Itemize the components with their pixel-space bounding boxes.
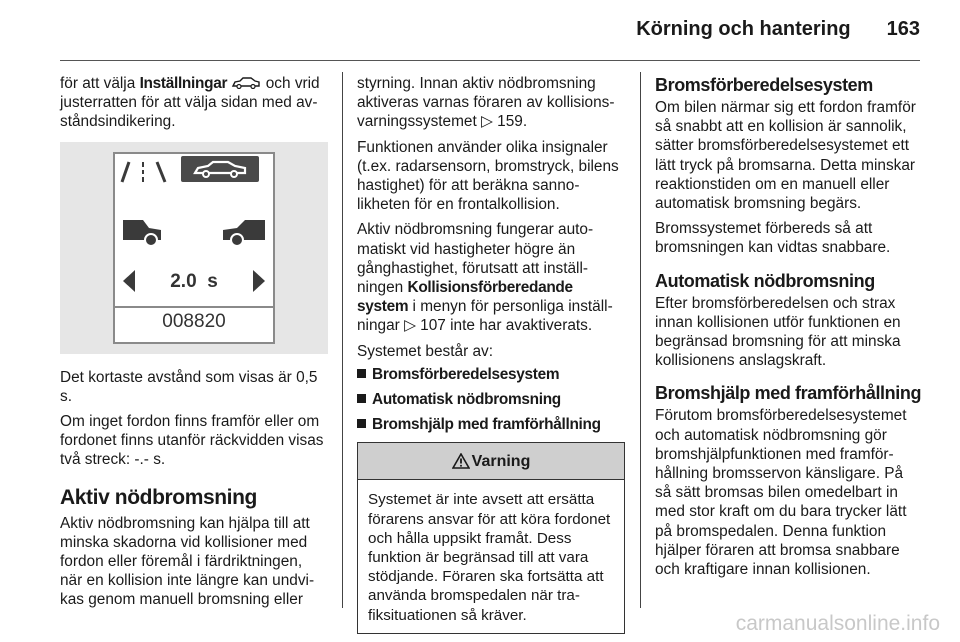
column-divider-2 — [640, 72, 641, 608]
bullet-icon — [357, 419, 366, 428]
page-header — [636, 18, 920, 41]
paragraph: Om inget fordon finns framför eller om fordonet finns utanför räckvidden visas två streck: -.- s. — [60, 413, 324, 469]
paragraph — [357, 220, 625, 335]
list-item-label: Bromsförberedelsesystem — [372, 365, 560, 383]
text: 107 inte har avaktiverats. — [415, 317, 593, 335]
distance-unit: s — [207, 270, 218, 292]
warning-title: Varning — [471, 452, 531, 470]
own-vehicle-icon — [215, 214, 267, 248]
paragraph: Aktiv nödbromsning kan hjälpa till att minska skadorna vid kollisioner med fordon eller föremål i färdriktningen, när en kollision inte längre kan undvikas genom manuell bromsning eller — [60, 514, 315, 609]
odometer: 008820 — [162, 310, 226, 332]
paragraph: Funktionen använder olika insignaler (t.ex. radarsensorn, bromstryck, bilens hastighet) för att beräkna sannolikheten för en frontalkollision. — [357, 138, 619, 214]
subsection-heading: Automatisk nödbromsning — [655, 270, 875, 291]
paragraph: Systemet består av: — [357, 342, 494, 360]
list-item-label: Bromshjälp med framförhållning — [372, 416, 601, 434]
watermark: carmanualsonline.info — [735, 612, 940, 635]
text: och vrid justerratten för att välja sidan med avståndsindikering. — [60, 75, 320, 131]
section-title: Körning och hantering — [636, 18, 851, 40]
text: 159. — [492, 113, 528, 131]
page-reference-icon: ▷ — [481, 113, 493, 131]
menu-term: Kollisionsförberedande system — [357, 279, 573, 316]
list-item — [357, 365, 625, 384]
distance-value: 2.0 — [170, 270, 197, 292]
paragraph: Förutom bromsförberedelsesystemet och automatisk nödbromsning gör bromshjälpfunktionen med framförhållning bromsservon känsligare. På så sätt bromsas bilen omedelbart in med stor kraft om du bara trycker lätt på bromspedalen. Denna funktion hjälper föraren att bromsa snabbare och kraftigare innan kollisionen. — [655, 407, 907, 579]
paragraph: Det kortaste avstånd som visas är 0,5 s. — [60, 368, 318, 405]
paragraph — [357, 74, 625, 132]
subsection-heading: Bromsförberedelsesystem — [655, 75, 873, 95]
paragraph: Bromssystemet förbereds så att bromsningen kan vidtas snabbare. — [655, 220, 891, 257]
paragraph: Efter bromsförberedelsen och strax innan kollisionen utför funktionen en begränsad bromsning för att minska kollisionens anslagskraft. — [655, 294, 901, 370]
list-item — [357, 415, 625, 434]
section-heading: Aktiv nödbromsning — [60, 485, 257, 509]
warning-text: Systemet är inte avsett att ersätta förarens ansvar för att köra fordonet och hålla uppsikt framåt. Dess funktion är begränsad till att vara stödjande. Föraren ska fortsätta att använda bromspedalen när trafiksituationen så kräver. — [368, 491, 611, 624]
column-1 — [60, 74, 328, 616]
text: Aktiv nödbromsning fungerar automatiskt vid hastigheter högre än gånghastighet, förutsatt att inställningen — [357, 221, 594, 297]
list-item-label: Automatisk nödbromsning — [372, 391, 561, 409]
car-icon — [192, 159, 248, 179]
paragraph: Om bilen närmar sig ett fordon framför så snabbt att en kollision är sannolik, sätter bromsförberedelsesystemet ett lätt tryck på bromsarna. Detta minskar reaktionstiden om en manuell eller automatisk bromsning begärs. — [655, 99, 916, 213]
paragraph — [60, 74, 328, 132]
vehicle-ahead-icon — [121, 214, 171, 248]
increase-arrow-icon — [253, 270, 265, 292]
text: i menyn för personliga inställningar — [357, 298, 613, 335]
display-divider — [115, 306, 273, 308]
list-item — [357, 390, 625, 409]
bullet-icon — [357, 369, 366, 378]
text: styrning. Innan aktiv nödbromsning aktiveras varnas föraren av kollisionsvarningssystemet — [357, 75, 615, 131]
distance-readout — [115, 272, 273, 291]
subsection-heading: Bromshjälp med framförhållning — [655, 383, 922, 404]
column-3 — [655, 74, 923, 585]
menu-term: Inställningar — [139, 75, 228, 92]
warning-header — [358, 443, 624, 480]
column-divider-1 — [342, 72, 343, 608]
page-number: 163 — [886, 18, 920, 40]
warning-triangle-icon — [452, 453, 470, 469]
header-rule — [60, 60, 920, 61]
display-illustration — [60, 142, 328, 354]
column-2 — [357, 74, 625, 634]
instrument-display — [113, 152, 275, 344]
text: för att välja — [60, 75, 140, 92]
car-icon — [231, 77, 261, 89]
lane-icon — [119, 158, 169, 186]
warning-box — [357, 442, 625, 633]
page-reference-icon: ▷ — [404, 317, 416, 335]
car-tab — [181, 156, 259, 182]
bullet-icon — [357, 394, 366, 403]
